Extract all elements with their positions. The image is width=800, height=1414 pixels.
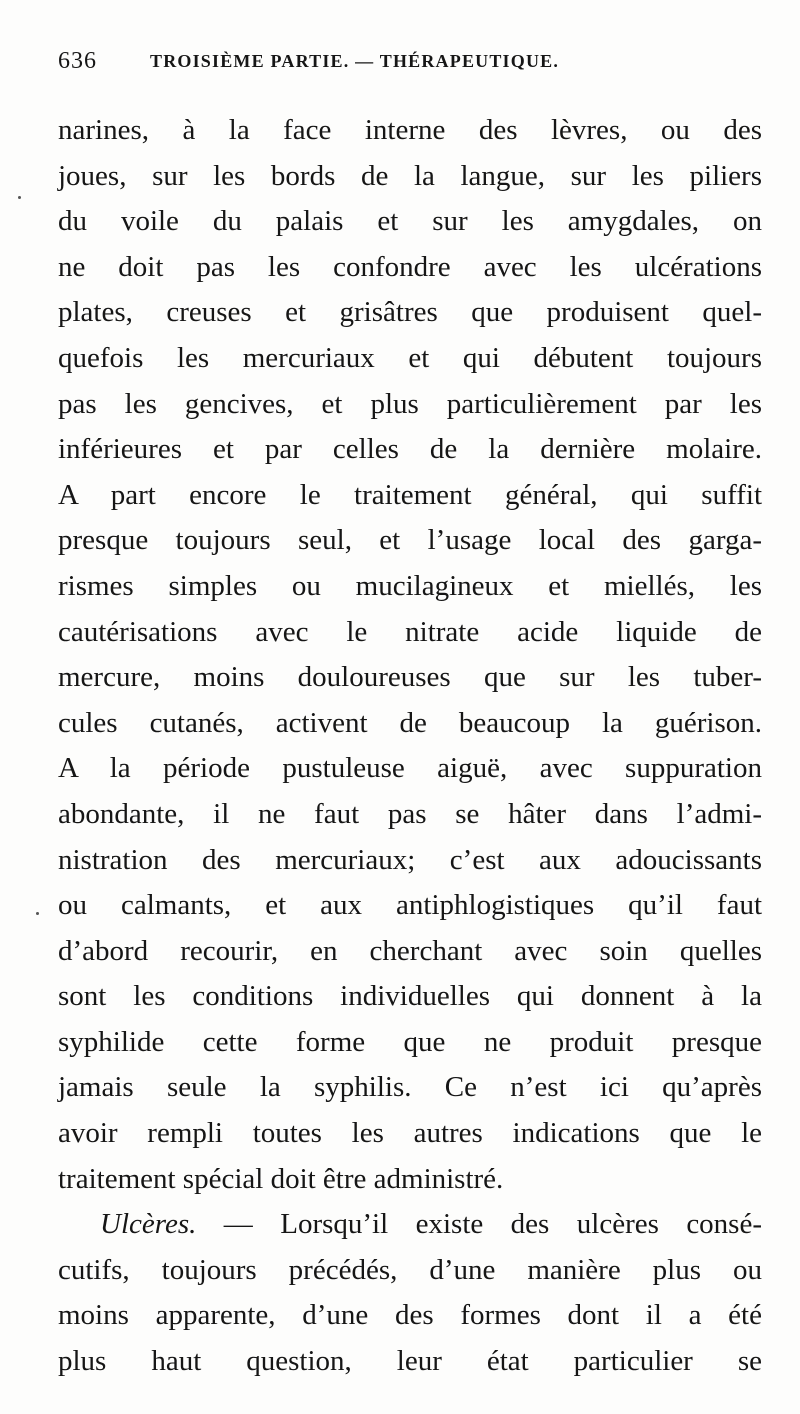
- text-line: abondante, il ne faut pas se hâter dans l’admi-: [58, 797, 762, 830]
- text-line: moins apparente, d’une des formes dont il a été: [58, 1299, 762, 1332]
- text-line: presque toujours seul, et l’usage local des garga-: [58, 524, 762, 557]
- text-line: pas les gencives, et plus particulièrement par les: [58, 387, 762, 420]
- text-line: jamais seule la syphilis. Ce n’est ici qu’après: [58, 1071, 762, 1104]
- text-line: ne doit pas les confondre avec les ulcérations: [58, 250, 762, 283]
- text-line: d’abord recourir, en cherchant avec soin quelles: [58, 934, 762, 967]
- text-line: joues, sur les bords de la langue, sur les piliers: [58, 159, 762, 192]
- text-line: sont les conditions individuelles qui donnent à la: [58, 980, 762, 1013]
- text-line: A la période pustuleuse aiguë, avec suppuration: [58, 752, 762, 785]
- text-line: plates, creuses et grisâtres que produisent quel-: [58, 296, 762, 329]
- page-header: [58, 48, 758, 78]
- text-line: du voile du palais et sur les amygdales, on: [58, 205, 762, 238]
- running-head: TROISIÈME PARTIE. — THÉRAPEUTIQUE.: [150, 51, 560, 71]
- text-line: mercure, moins douloureuses que sur les tuber-: [58, 661, 762, 694]
- text-line: ou calmants, et aux antiphlogistiques qu’il faut: [58, 889, 762, 922]
- text-line: cautérisations avec le nitrate acide liquide de: [58, 615, 762, 648]
- text-line: A part encore le traitement général, qui suffit: [58, 478, 762, 511]
- text-line: traitement spécial doit être administré.: [58, 1162, 504, 1195]
- text-line: narines, à la face interne des lèvres, ou des: [58, 114, 762, 146]
- text-line: plus haut question, leur état particulier se: [58, 1345, 762, 1378]
- text-line: inférieures et par celles de la dernière molaire.: [58, 433, 762, 466]
- text-line: avoir rempli toutes les autres indications que le: [58, 1117, 762, 1150]
- text-line: cutifs, toujours précédés, d’une manière plus ou: [58, 1253, 762, 1286]
- text-line: quefois les mercuriaux et qui débutent toujours: [58, 341, 762, 374]
- text-line: cules cutanés, activent de beaucoup la guérison.: [58, 706, 762, 739]
- section-heading-ulceres: Ulcères.: [100, 1208, 197, 1241]
- text-line: nistration des mercuriaux; c’est aux adoucissants: [58, 843, 762, 876]
- body-text: [58, 108, 762, 1385]
- text-line: syphilide cette forme que ne produit presque: [58, 1025, 762, 1058]
- paper-speck: [36, 912, 39, 915]
- paper-speck: [18, 196, 21, 199]
- text-line: rismes simples ou mucilagineux et miellés, les: [58, 569, 762, 602]
- text-fragment: — Lorsqu’il existe des ulcères consé-: [196, 1208, 762, 1241]
- page-number: 636: [58, 48, 97, 74]
- ulceres-first-line: [58, 1202, 762, 1248]
